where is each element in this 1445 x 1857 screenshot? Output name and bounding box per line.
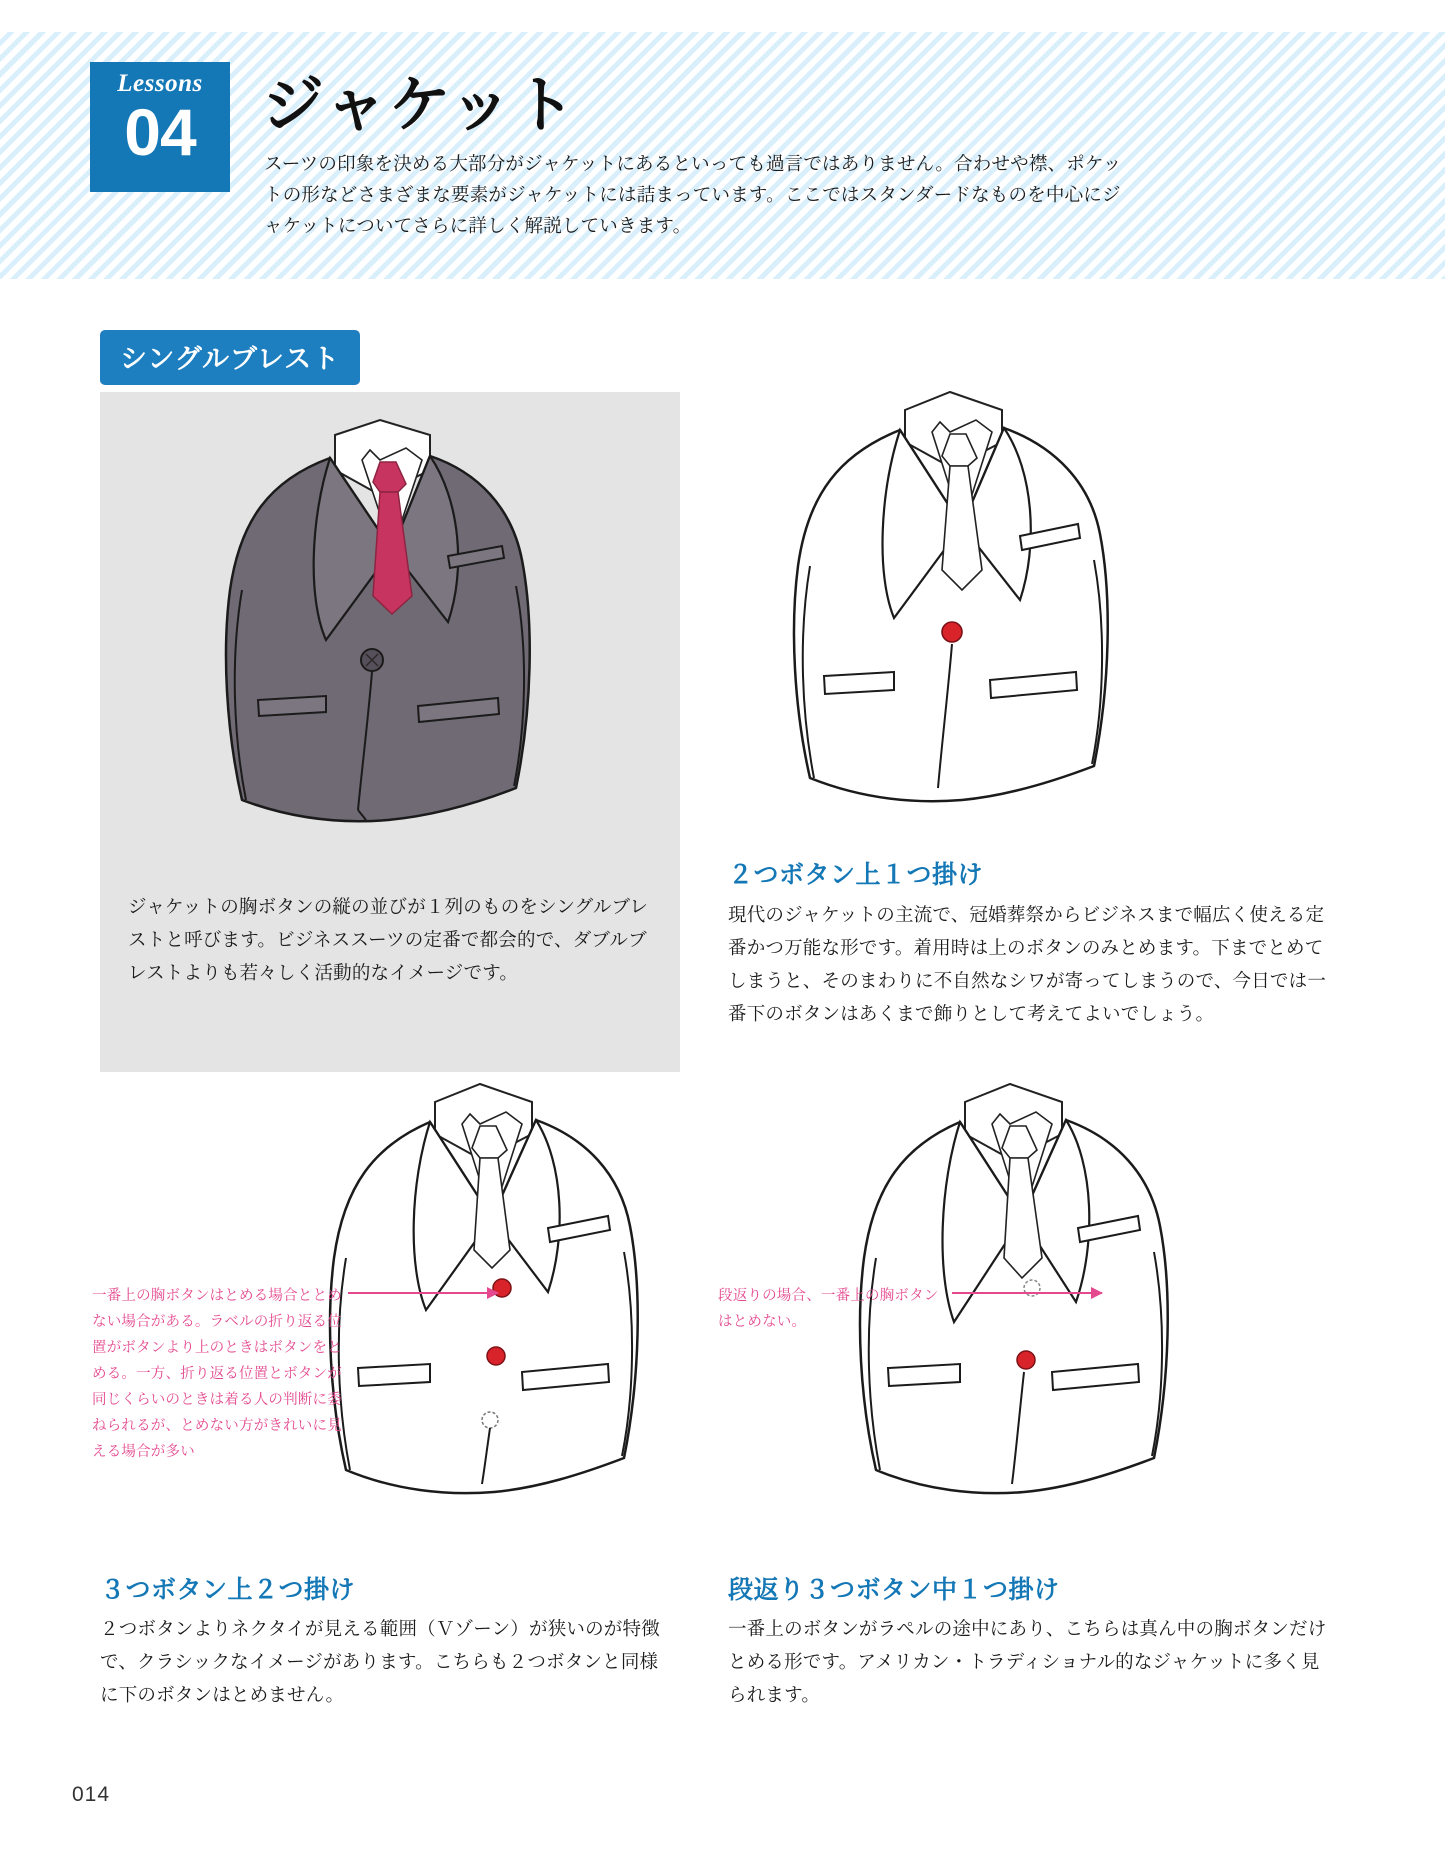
annotation-left-note: 一番上の胸ボタンはとめる場合ととめない場合がある。ラベルの折り返る位置がボタンより上のときはボタンをとめる。一方、折り返る位置とボタンが同じくらいのときは着る人の判断に委ねられるが、とめない方がきれいに見える場合が多い: [92, 1288, 342, 1460]
gray-suit-illustration: [130, 400, 650, 870]
two-button-jacket-illustration: [690, 370, 1250, 830]
single-breast-caption: ジャケットの胸ボタンの縦の並びが１列のものをシングルブレストと呼びます。ビジネススーツの定番で都会的で、ダブルブレストよりも若々しく活動的なイメージです。: [128, 896, 649, 983]
dangaeri-heading: 段返り３つボタン中１つ掛け: [728, 1576, 1060, 1604]
page-intro-text: スーツの印象を決める大部分がジャケットにあるといっても過言ではありません。合わせや襟、ポケットの形などさまざまな要素がジャケットには詰まっています。ここではスタンダードなものを中心にジャケットについてさらに詳しく解説していきます。: [264, 153, 1122, 236]
annotation-left-arrow: [348, 1292, 498, 1294]
three-button-jacket-illustration: [290, 1060, 710, 1530]
two-button-heading: ２つボタン上１つ掛け: [728, 861, 984, 889]
page-title: ジャケット: [262, 71, 578, 140]
dangaeri-text: 一番上のボタンがラペルの途中にあり、こちらは真ん中の胸ボタンだけとめる形です。アメリカン・トラディショナル的なジャケットに多く見られます。: [728, 1618, 1327, 1705]
annotation-right-note: 段返りの場合、一番上の胸ボタンはとめない。: [718, 1288, 939, 1330]
annotation-right-arrow: [952, 1292, 1102, 1294]
three-button-heading: ３つボタン上２つ掛け: [100, 1576, 356, 1604]
lesson-label: Lessons: [117, 70, 203, 97]
two-button-text: 現代のジャケットの主流で、冠婚葬祭からビジネスまで幅広く使える定番かつ万能な形です。着用時は上のボタンのみとめます。下までとめてしまうと、そのまわりに不自然なシワが寄ってしまうので、今日では一番下のボタンはあくまで飾りとして考えてよいでしょう。: [728, 904, 1327, 1024]
three-button-text: ２つボタンよりネクタイが見える範囲（Ｖゾーン）が狭いのが特徴で、クラシックなイメージがあります。こちらも２つボタンと同様に下のボタンはとめません。: [100, 1618, 660, 1705]
section-tag-single-breast: シングルブレスト: [100, 330, 360, 385]
page-number: 014: [72, 1783, 111, 1806]
lesson-badge: [90, 62, 230, 192]
lesson-number: 04: [124, 95, 196, 169]
